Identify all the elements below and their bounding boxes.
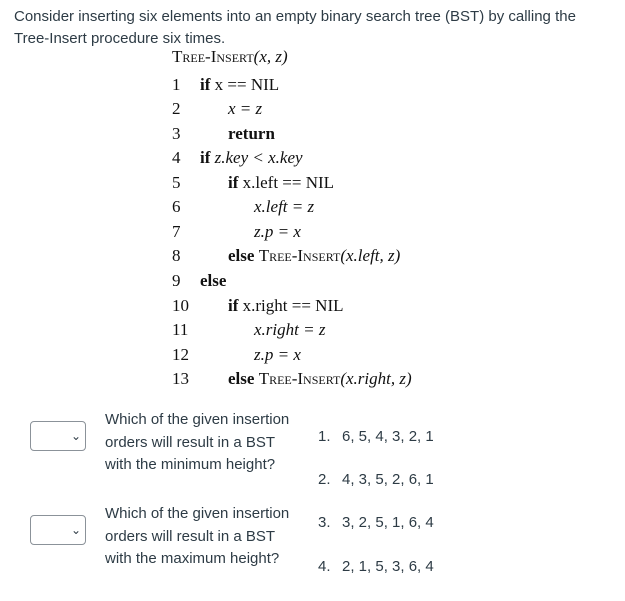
code-line-2: 2 x = z [172,99,263,118]
code-line-7: 7 z.p = x [172,222,301,241]
chevron-down-icon: ⌄ [71,523,82,537]
answer-option-3: 3. 3, 2, 5, 1, 6, 4 [318,514,434,531]
code-line-9: 9 else [172,271,227,290]
max-height-select[interactable] [30,515,86,545]
question-min-height: Which of the given insertion orders will result in a BST with the minimum height? [105,411,290,473]
question-max-height: Which of the given insertion orders will result in a BST with the maximum height? [105,505,290,567]
code-line-11: 11 x.right = z [172,320,326,339]
chevron-down-icon: ⌄ [71,429,82,443]
procedure-name: Tree-Insert [172,47,254,66]
question-intro: Consider inserting six elements into an empty binary search tree (BST) by calling the Tree-Insert procedure six times. [14,8,576,47]
answer-option-1: 1. 6, 5, 4, 3, 2, 1 [318,428,434,445]
code-line-10: 10 if x.right == NIL [172,296,344,315]
code-line-4: 4 if z.key < x.key [172,148,303,167]
code-line-1: 1 if x == NIL [172,75,280,94]
code-line-6: 6 x.left = z [172,197,315,216]
procedure-args: (x, z) [253,47,288,66]
code-line-8: 8 else Tree-Insert(x.left, z) [172,246,401,265]
answer-option-4: 4. 2, 1, 5, 3, 6, 4 [318,558,434,575]
min-height-select[interactable] [30,421,86,451]
procedure-title [172,47,288,67]
code-line-13: 13 else Tree-Insert(x.right, z) [172,369,412,388]
code-line-5: 5 if x.left == NIL [172,173,335,192]
answer-option-2: 2. 4, 3, 5, 2, 6, 1 [318,471,434,488]
code-line-12: 12 z.p = x [172,345,301,364]
code-line-3: 3 return [172,124,275,143]
